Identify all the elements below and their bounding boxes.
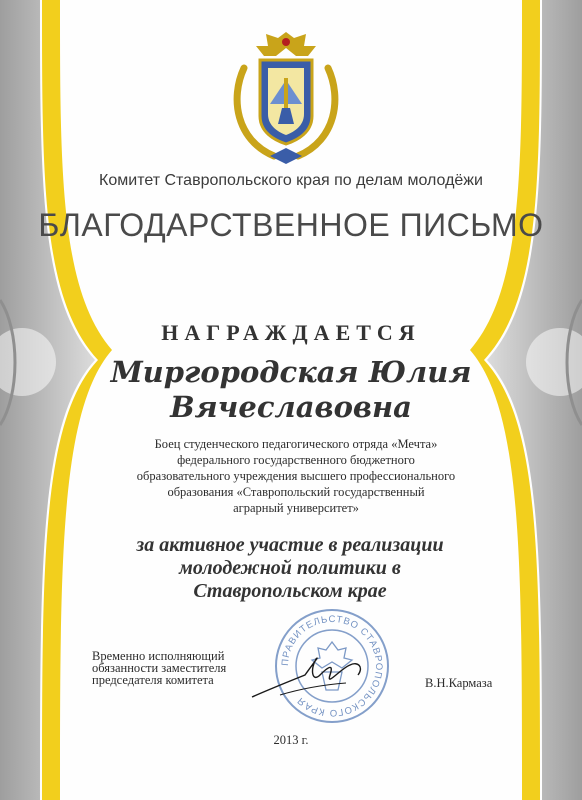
- handwritten-signature: [250, 645, 370, 705]
- position-line: Временно исполняющий: [92, 649, 225, 663]
- merit-line: Ставропольском крае: [193, 580, 387, 602]
- description-line: аграрный университет»: [233, 501, 359, 515]
- merit-line: молодежной политики в: [179, 557, 401, 579]
- coat-of-arms-emblem: [226, 28, 346, 168]
- description-line: образования «Ставропольский государственный: [167, 485, 425, 499]
- recipient-name-line1: Миргородская Юлия: [110, 355, 472, 389]
- recipient-description: [96, 436, 496, 516]
- signer-position: [92, 650, 226, 686]
- recipient-name-line2: Вячеславовна: [170, 390, 412, 424]
- description-line: образовательного учреждения высшего профессионального: [136, 469, 456, 483]
- committee-name: Комитет Ставропольского края по делам молодёжи: [99, 172, 483, 189]
- position-line: председателя комитета: [92, 673, 214, 687]
- description-line: Боец студенческого педагогического отряда «Мечта»: [154, 437, 438, 451]
- description-line: федерального государственного бюджетного: [177, 453, 415, 467]
- stamp-ring-text: ПРАВИТЕЛЬСТВО СТАВРОПОЛЬСКОГО КРАЯ: [279, 613, 385, 719]
- awarded-label: НАГРАЖДАЕТСЯ: [161, 320, 421, 345]
- signer-name: В.Н.Кармаза: [425, 676, 493, 690]
- merit-statement: [80, 534, 500, 603]
- position-line: обязанности заместителя: [92, 661, 227, 675]
- document-title: БЛАГОДАРСТВЕННОЕ ПИСЬМО: [38, 207, 544, 243]
- merit-line: за активное участие в реализации: [136, 534, 444, 556]
- issue-year: 2013 г.: [273, 733, 309, 747]
